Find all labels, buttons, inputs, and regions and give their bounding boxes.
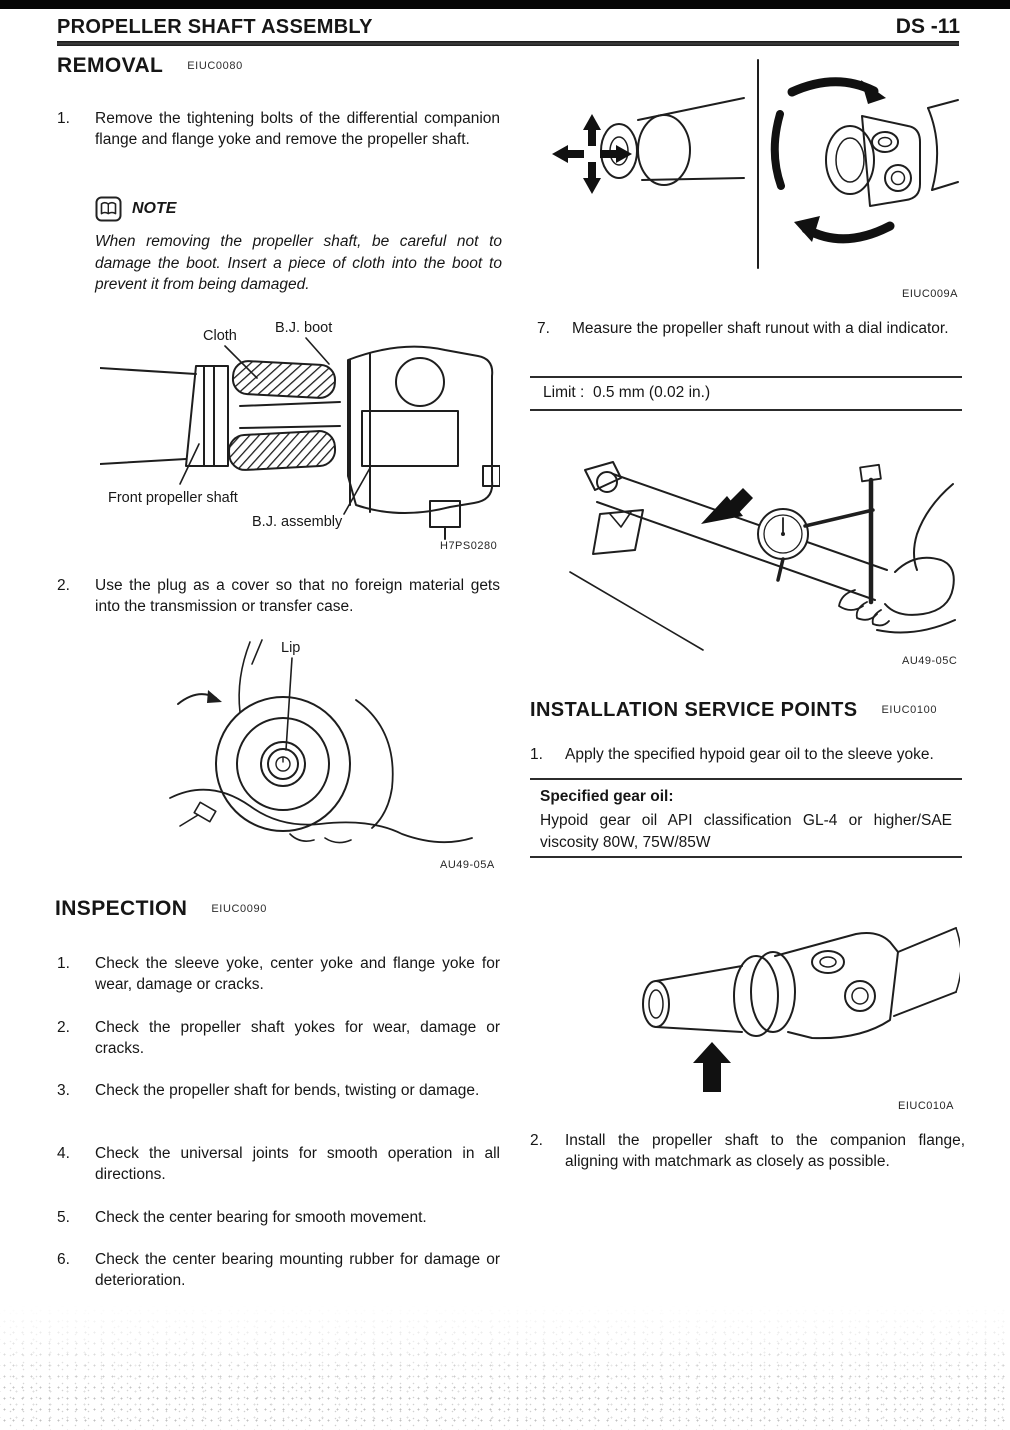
scan-noise-band bbox=[0, 1305, 1010, 1430]
item-text: Check the propeller shaft for bends, twisting or damage. bbox=[95, 1082, 480, 1099]
spec-box-top-rule bbox=[530, 778, 962, 780]
inspection-item-1 bbox=[57, 953, 500, 995]
installation-step-1 bbox=[530, 744, 965, 765]
item-text: Check the center bearing for smooth movement. bbox=[95, 1209, 427, 1226]
removal-section-code: EIUC0080 bbox=[187, 60, 243, 72]
item-number: 4. bbox=[57, 1145, 70, 1162]
spec-title: Specified gear oil: bbox=[540, 788, 674, 805]
inspection-item-4 bbox=[57, 1143, 500, 1185]
step-text: Install the propeller shaft to the companion flange, aligning with matchmark as closely as possible. bbox=[565, 1132, 965, 1170]
inspection-item-3 bbox=[57, 1080, 500, 1101]
step-number: 2. bbox=[57, 577, 70, 594]
page-title: PROPELLER SHAFT ASSEMBLY bbox=[57, 16, 373, 38]
installation-heading bbox=[530, 699, 937, 722]
figure-boot-section bbox=[100, 316, 500, 541]
step-text: Measure the propeller shaft runout with a dial indicator. bbox=[572, 320, 949, 337]
item-text: Check the center bearing mounting rubber for damage or deterioration. bbox=[95, 1251, 500, 1289]
sleeve-yoke-drawing bbox=[643, 928, 960, 1092]
inspection-item-2 bbox=[57, 1017, 500, 1059]
figure-sleeve-yoke bbox=[560, 900, 960, 1098]
step-text: Remove the tightening bolts of the differential companion flange and flange yoke and remove the propeller shaft. bbox=[95, 110, 500, 148]
removal-step-2 bbox=[57, 575, 500, 617]
label-lip: Lip bbox=[281, 640, 301, 656]
note-book-icon bbox=[95, 196, 122, 222]
plug-cover-drawing bbox=[170, 640, 472, 843]
figure-code-yokes: EIUC009A bbox=[902, 288, 958, 300]
item-text: Check the propeller shaft yokes for wear, damage or cracks. bbox=[95, 1019, 500, 1057]
figure-code-boot: H7PS0280 bbox=[440, 540, 498, 552]
header-rule bbox=[57, 41, 959, 46]
figure-code-runout: AU49-05C bbox=[902, 655, 958, 667]
figure-code-sleeve: EIUC010A bbox=[898, 1100, 954, 1112]
ujoint-rotation-drawing bbox=[775, 80, 958, 242]
limit-box-top-rule bbox=[530, 376, 962, 378]
page-number: DS -11 bbox=[895, 15, 960, 38]
spec-text: Hypoid gear oil API classification GL-4 or higher/SAE viscosity 80W, 75W/85W bbox=[540, 812, 952, 851]
removal-step-1 bbox=[57, 108, 500, 150]
step-number: 7. bbox=[537, 320, 550, 337]
installation-section-code: EIUC0100 bbox=[881, 704, 938, 716]
install-direction-arrow bbox=[693, 1042, 731, 1092]
item-number: 2. bbox=[57, 1019, 70, 1036]
item-number: 1. bbox=[57, 955, 70, 972]
item-number: 6. bbox=[57, 1251, 70, 1268]
installation-step-2 bbox=[530, 1130, 965, 1172]
item-text: Check the sleeve yoke, center yoke and flange yoke for wear, damage or cracks. bbox=[95, 955, 500, 993]
figure-code-plug: AU49-05A bbox=[440, 859, 495, 871]
step-text: Use the plug as a cover so that no foreign material gets into the transmission or transfer case. bbox=[95, 577, 500, 615]
step-number: 2. bbox=[530, 1132, 543, 1149]
step-number: 1. bbox=[530, 746, 543, 763]
inspection-heading bbox=[55, 897, 267, 921]
lip-leader bbox=[286, 658, 292, 750]
item-number: 5. bbox=[57, 1209, 70, 1226]
measure-step-7 bbox=[537, 318, 965, 339]
label-front-propeller-shaft: Front propeller shaft bbox=[108, 490, 238, 506]
limit-value: Limit : 0.5 mm (0.02 in.) bbox=[543, 384, 711, 401]
removal-heading-text: REMOVAL bbox=[57, 54, 164, 77]
label-bj-assembly: B.J. assembly bbox=[252, 514, 343, 530]
step-text: Apply the specified hypoid gear oil to the sleeve yoke. bbox=[565, 746, 934, 763]
scan-top-edge bbox=[0, 0, 1010, 9]
inspection-item-5 bbox=[57, 1207, 500, 1228]
figure-yokes-check bbox=[540, 58, 960, 278]
note-label: NOTE bbox=[132, 200, 177, 217]
figure-runout-measure bbox=[555, 422, 960, 652]
item-number: 3. bbox=[57, 1082, 70, 1099]
item-text: Check the universal joints for smooth operation in all directions. bbox=[95, 1145, 500, 1183]
figure-plug-cover bbox=[140, 638, 490, 850]
inspection-item-6 bbox=[57, 1249, 500, 1291]
sleeve-yoke-play-drawing bbox=[552, 98, 744, 194]
inspection-heading-text: INSPECTION bbox=[55, 897, 188, 920]
note-text: When removing the propeller shaft, be careful not to damage the boot. Insert a piece of cloth into the boot to prevent it from being damaged. bbox=[95, 233, 502, 293]
runout-drawing bbox=[570, 462, 955, 650]
installation-heading-text: INSTALLATION SERVICE POINTS bbox=[530, 699, 858, 721]
boot-section-drawing bbox=[100, 347, 500, 539]
label-cloth: Cloth bbox=[203, 328, 237, 344]
step-number: 1. bbox=[57, 110, 70, 127]
limit-box-bottom-rule bbox=[530, 409, 962, 411]
note-header bbox=[95, 196, 176, 222]
label-bj-boot: B.J. boot bbox=[275, 320, 333, 336]
spec-box-bottom-rule bbox=[530, 856, 962, 858]
inspection-section-code: EIUC0090 bbox=[211, 903, 267, 915]
removal-heading bbox=[57, 54, 243, 78]
